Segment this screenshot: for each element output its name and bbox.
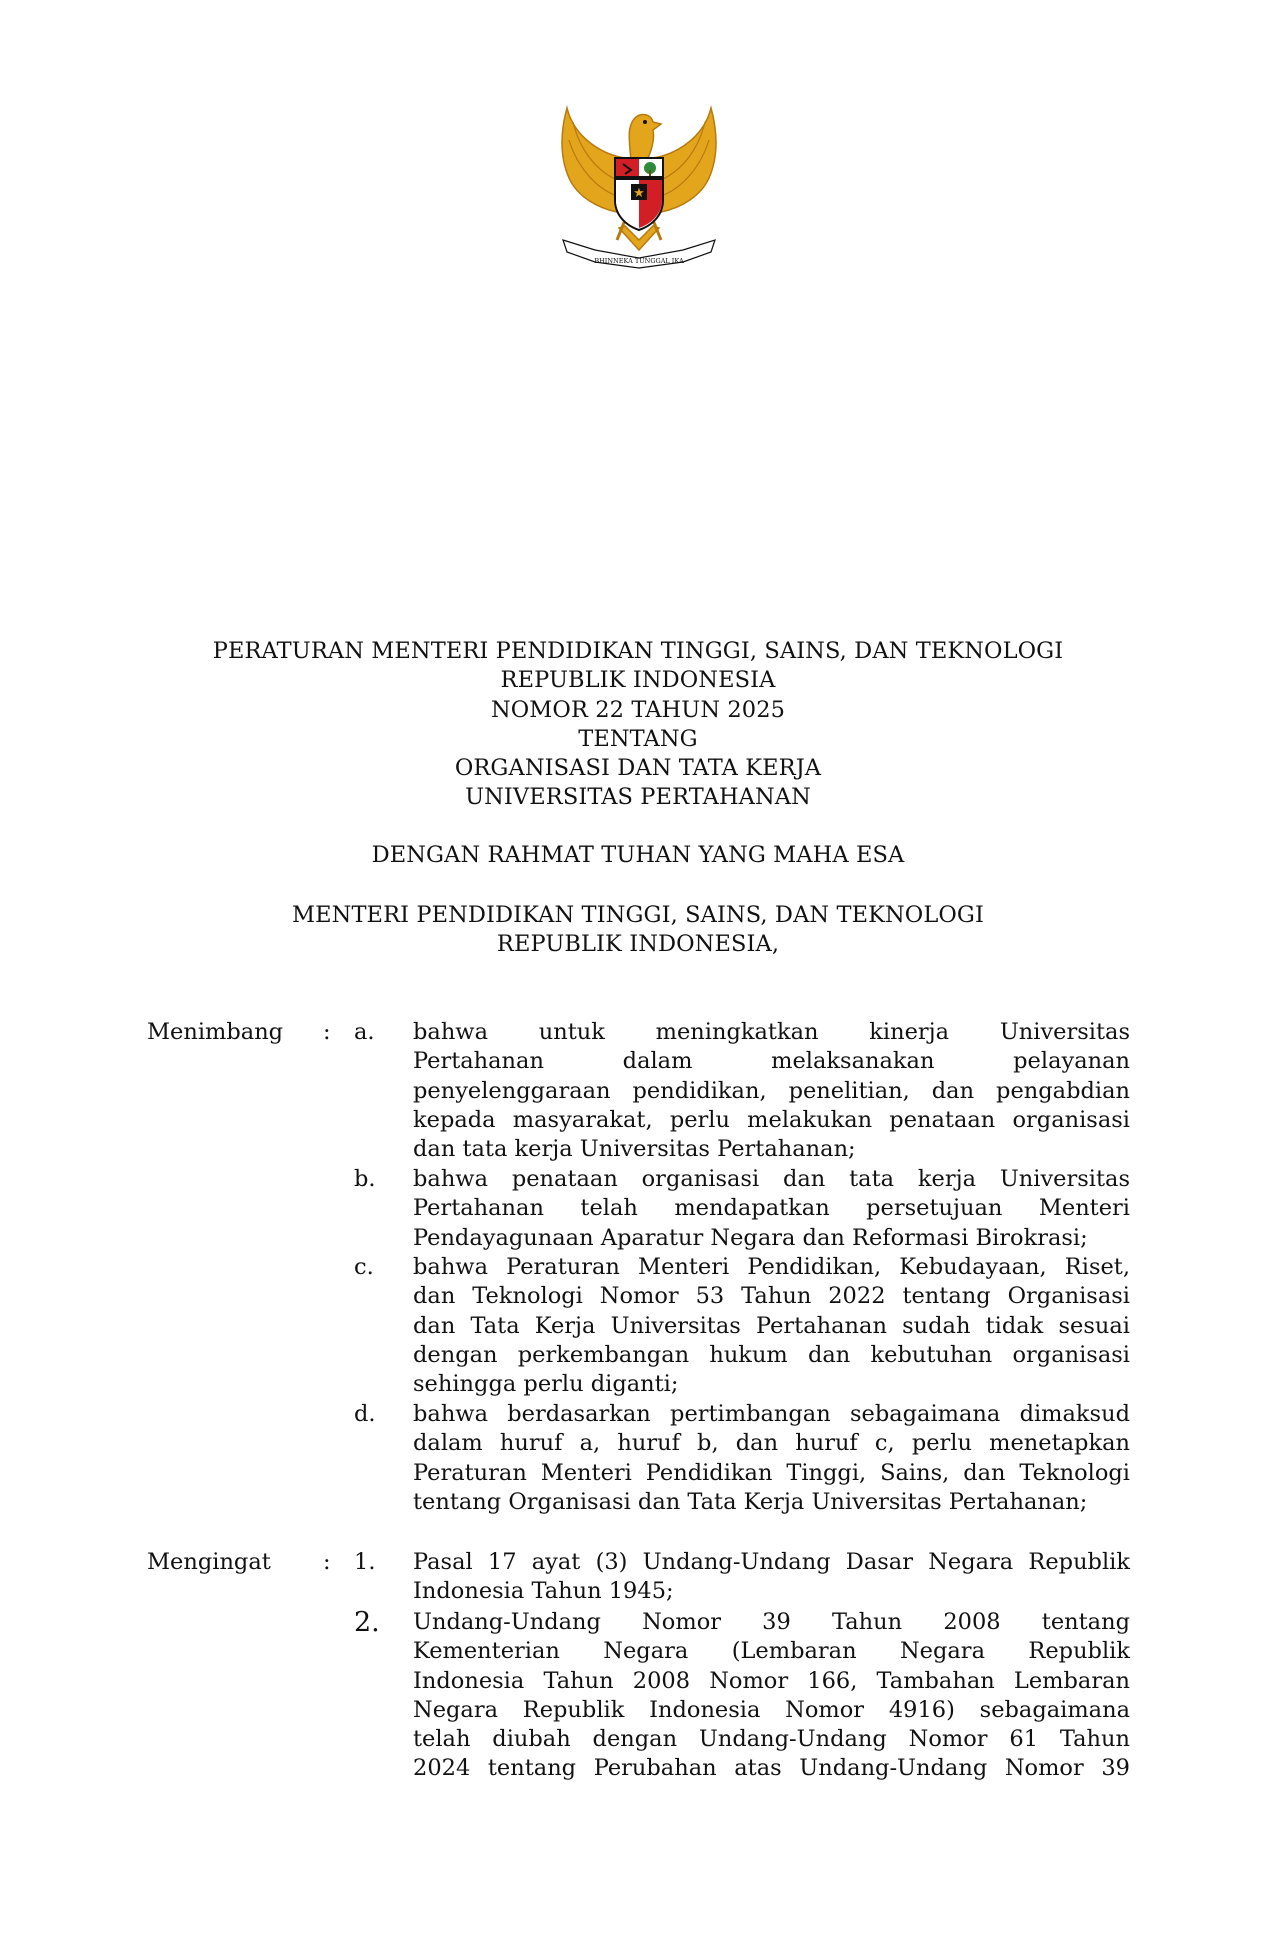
garuda-pancasila-emblem <box>555 100 723 270</box>
text-line: dengan perkembangan hukum dan kebutuhan organisasi <box>413 1341 1130 1368</box>
text-line: Pasal 17 ayat (3) Undang-Undang Dasar Negara Republik <box>413 1549 1130 1575</box>
text-line: dalam huruf a, huruf b, dan huruf c, perlu menetapkan <box>413 1430 1130 1457</box>
menimbang-item-a <box>413 1018 1130 1164</box>
menimbang-colon: : <box>323 1019 331 1045</box>
title-line: REPUBLIK INDONESIA <box>500 667 776 694</box>
text-line: Undang-Undang Nomor 39 Tahun 2008 tentang <box>413 1609 1130 1635</box>
title-line: PERATURAN MENTERI PENDIDIKAN TINGGI, SAINS, DAN TEKNOLOGI <box>212 638 1064 664</box>
menimbang-marker-b: b. <box>354 1166 376 1192</box>
pancasila-shield <box>615 158 663 230</box>
title-line: NOMOR 22 TAHUN 2025 <box>490 696 786 723</box>
text-line: penyelenggaraan pendidikan, penelitian, dan pengabdian <box>413 1077 1130 1104</box>
text-line: tentang Organisasi dan Tata Kerja Universitas Pertahanan; <box>413 1488 1088 1515</box>
menimbang-label: Menimbang <box>147 1019 284 1045</box>
text-line: sehingga perlu diganti; <box>413 1371 679 1398</box>
minister-line: REPUBLIK INDONESIA, <box>496 931 780 958</box>
text-line: Negara Republik Indonesia Nomor 4916) sebagaimana <box>413 1696 1130 1723</box>
svg-text:★: ★ <box>633 186 645 201</box>
menimbang-item-c <box>413 1253 1130 1399</box>
mengingat-item-2 <box>413 1608 1130 1784</box>
mengingat-colon: : <box>323 1549 331 1575</box>
title-line: ORGANISASI DAN TATA KERJA <box>454 755 822 782</box>
menimbang-marker-d: d. <box>354 1401 376 1427</box>
invocation-line: DENGAN RAHMAT TUHAN YANG MAHA ESA <box>371 842 905 868</box>
mengingat-label: Mengingat <box>147 1549 271 1575</box>
text-line: bahwa untuk meningkatkan kinerja Universitas <box>413 1019 1130 1045</box>
text-line: telah diubah dengan Undang-Undang Nomor 61 Tahun <box>413 1726 1130 1753</box>
minister-heading <box>0 901 1276 960</box>
menimbang-marker-c: c. <box>354 1254 374 1280</box>
text-line: Pertahanan dalam melaksanakan pelayanan <box>413 1048 1130 1075</box>
text-line: dan tata kerja Universitas Pertahanan; <box>413 1136 856 1163</box>
text-line: Pendayagunaan Aparatur Negara dan Reformasi Birokrasi; <box>413 1224 1088 1251</box>
mengingat-marker-1: 1. <box>354 1549 376 1575</box>
menimbang-item-d <box>413 1400 1130 1517</box>
mengingat-item-1 <box>413 1548 1130 1607</box>
menimbang-marker-a: a. <box>354 1019 375 1045</box>
menimbang-item-b <box>413 1165 1130 1253</box>
text-line: Peraturan Menteri Pendidikan Tinggi, Sains, dan Teknologi <box>413 1459 1130 1486</box>
text-line: bahwa Peraturan Menteri Pendidikan, Kebudayaan, Riset, <box>413 1254 1130 1280</box>
text-line: Kementerian Negara (Lembaran Negara Republik <box>413 1638 1130 1665</box>
text-line: kepada masyarakat, perlu melakukan penataan organisasi <box>413 1106 1130 1133</box>
text-line: dan Tata Kerja Universitas Pertahanan sudah tidak sesuai <box>413 1312 1130 1339</box>
text-line: bahwa penataan organisasi dan tata kerja Universitas <box>413 1166 1130 1192</box>
invocation <box>0 841 1276 870</box>
regulation-title <box>0 637 1276 813</box>
text-line: Pertahanan telah mendapatkan persetujuan Menteri <box>413 1195 1130 1222</box>
text-line: Indonesia Tahun 1945; <box>413 1578 674 1605</box>
title-line: TENTANG <box>578 725 698 752</box>
minister-line: MENTERI PENDIDIKAN TINGGI, SAINS, DAN TEKNOLOGI <box>292 902 984 928</box>
text-line: 2024 tentang Perubahan atas Undang-Undang Nomor 39 <box>413 1755 1130 1782</box>
mengingat-marker-2: 2. <box>354 1607 380 1638</box>
emblem-motto: BHINNEKA TUNGGAL IKA <box>594 257 684 265</box>
title-line: UNIVERSITAS PERTAHANAN <box>465 784 811 811</box>
text-line: bahwa berdasarkan pertimbangan sebagaimana dimaksud <box>413 1401 1130 1427</box>
text-line: Indonesia Tahun 2008 Nomor 166, Tambahan Lembaran <box>413 1667 1130 1694</box>
text-line: dan Teknologi Nomor 53 Tahun 2022 tentang Organisasi <box>413 1283 1130 1310</box>
